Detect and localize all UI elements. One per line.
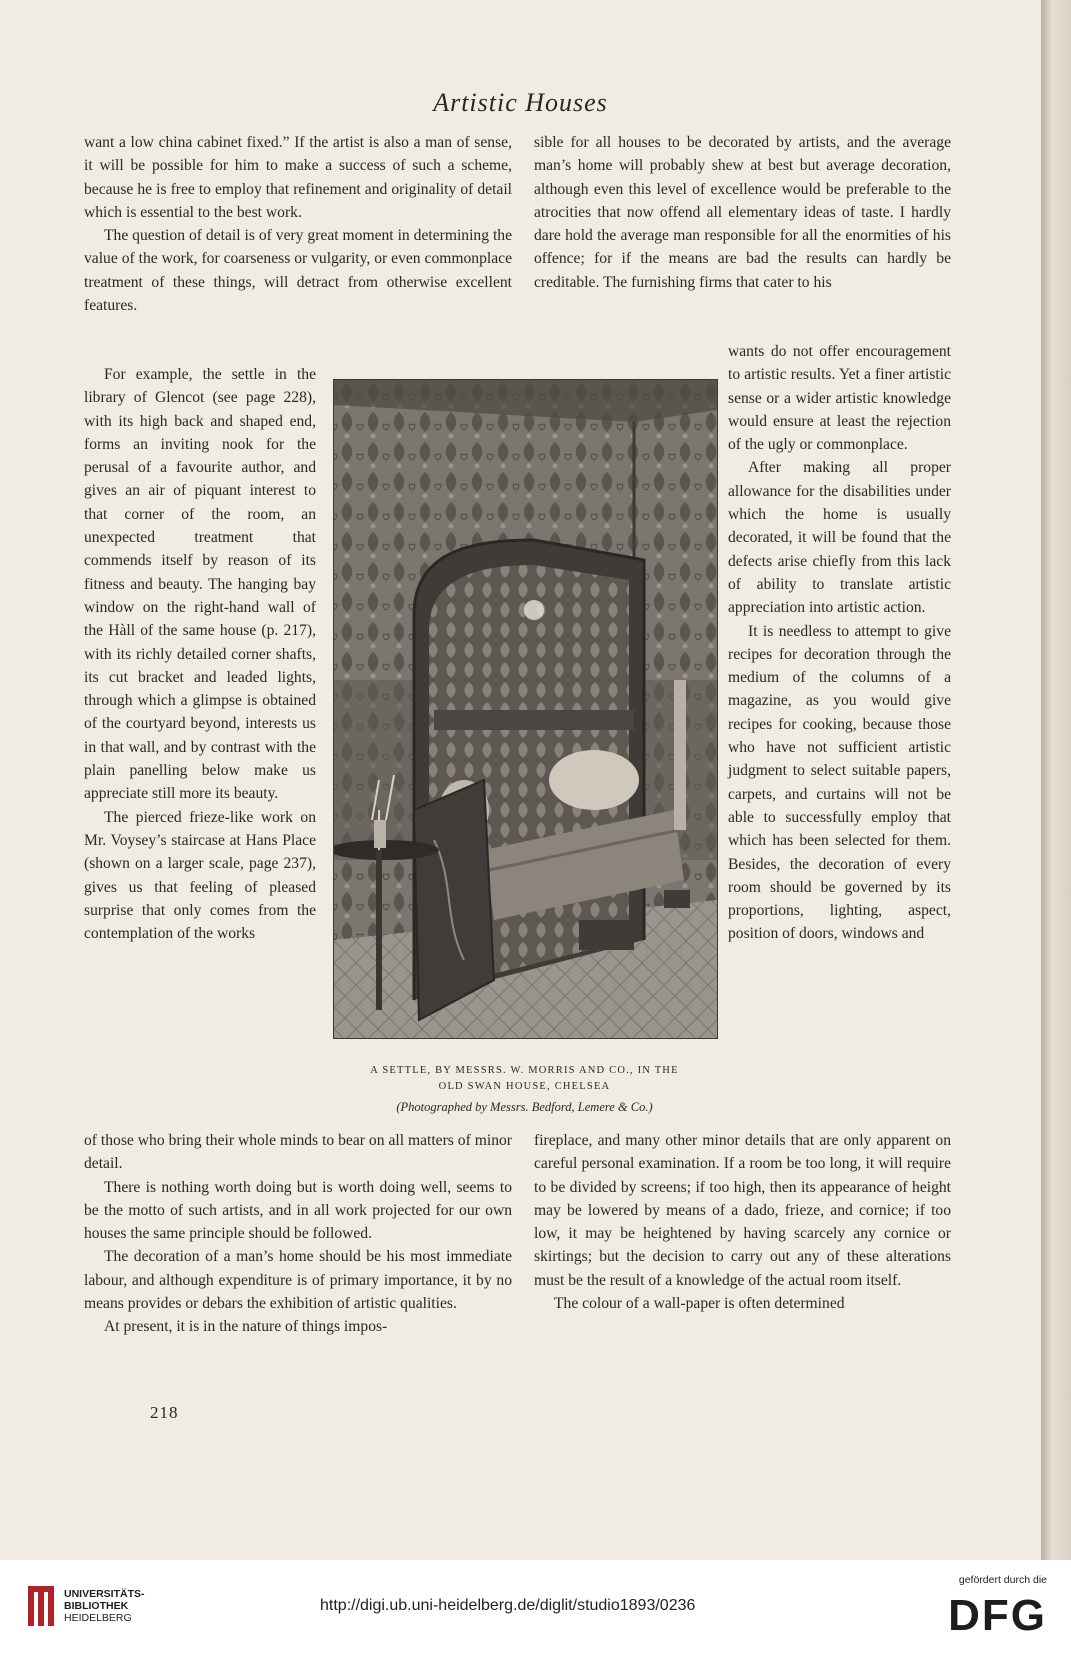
paragraph: There is nothing worth doing but is worth doing well, seems to be the motto of such artists, and in all work projected for our own houses the same principle should be followed.	[84, 1178, 512, 1243]
caption-credit: (Photographed by Messrs. Bedford, Lemere & Co.)	[396, 1100, 653, 1114]
running-title: Artistic Houses	[433, 88, 608, 117]
paragraph: The colour of a wall-paper is often determined	[554, 1295, 845, 1313]
right-column-beside-figure	[728, 340, 951, 946]
paragraph: wants do not offer encouragement to artistic results. Yet a finer artistic sense or a wider artistic knowledge would ensure at least the rejection of the ugly or commonplace.	[728, 343, 951, 454]
paragraph: The pierced frieze-like work on Mr. Voysey’s staircase at Hans Place (shown on a larger scale, page 237), gives us that feeling of pleased surprise that only comes from the contemplation of the works	[84, 808, 316, 943]
page-edge	[1041, 0, 1071, 1560]
left-column-bottom	[84, 1129, 512, 1339]
settle-illustration	[334, 380, 717, 1038]
right-column-bottom	[534, 1129, 951, 1315]
digitization-footer	[0, 1560, 1071, 1659]
paragraph: After making all proper allowance for the disabilities under which the home is usually decorated, it will be found that the defects arise chiefly from this lack of ability to translate artistic appreciation into artistic action.	[728, 459, 951, 617]
dfg-logo: DFG	[948, 1591, 1047, 1640]
university-library-logo-icon	[24, 1582, 60, 1630]
library-name: UNIVERSITÄTS- BIBLIOTHEK HEIDELBERG	[64, 1588, 145, 1624]
right-column-top	[534, 131, 951, 294]
caption-line-2: OLD SWAN HOUSE, CHELSEA	[438, 1081, 611, 1092]
paragraph: fireplace, and many other minor details that are only apparent on careful personal examination. If a room be too long, it will require to be divided by screens; if too high, then its appearance of height may be lowered by means of a dado, frieze, and cornice; if too low, it may be heightened by having scarcely any cornice or skirtings; but the decision to carry out any of these alterations must be the result of a knowledge of the actual room itself.	[534, 1132, 951, 1289]
settle-photograph	[333, 379, 718, 1039]
paragraph: It is needless to attempt to give recipes for decoration through the medium of the columns of a magazine, as you would give recipes for cooking, because those who have not sufficient artistic judgment to select suitable papers, carpets, and curtains will not be able to successfully employ that which has been selected for them. Besides, the decoration of every room should be governed by its proportions, lighting, aspect, position of doors, windows and	[728, 622, 951, 943]
figure-caption	[323, 1063, 726, 1117]
paragraph: want a low china cabinet fixed.” If the artist is also a man of sense, it will be possible for him to make a success of such a scheme, because he is free to employ that refinement and originality of detail which is essential to the best work.	[84, 134, 512, 221]
left-column-top	[84, 131, 512, 317]
left-column-beside-figure	[84, 363, 316, 945]
source-url-link[interactable]: http://digi.ub.uni-heidelberg.de/diglit/studio1893/0236	[320, 1597, 696, 1614]
paragraph: of those who bring their whole minds to bear on all matters of minor detail.	[84, 1132, 512, 1173]
sponsor-note: gefördert durch die	[958, 1574, 1047, 1586]
paragraph: At present, it is in the nature of things impos-	[104, 1318, 388, 1336]
paragraph: For example, the settle in the library of Glencot (see page 228), with its high back and shaped end, forms an inviting nook for the perusal of a favourite author, and gives an air of piquant interest to that corner of the room, an unexpected treatment that commends itself by reason of its fitness and beauty. The hanging bay window on the right-hand wall of the Hàll of the same house (p. 217), with its richly detailed corner shafts, its cut bracket and leaded lights, through which a glimpse is obtained of the courtyard beyond, interests us in that wall, and by contrast with the plain panelling below make us appreciate still more its beauty.	[84, 366, 316, 803]
paragraph: sible for all houses to be decorated by artists, and the average man’s home will probably shew at best but average decoration, although even this level of excellence would be preferable to the atrocities that now offend all elementary ideas of taste. I hardly dare hold the average man responsible for all the enormities of his offence; for if the means are bad the results can hardly be creditable. The furnishing firms that cater to his	[534, 134, 951, 291]
caption-line-1: A SETTLE, BY MESSRS. W. MORRIS AND CO., IN THE	[370, 1065, 679, 1076]
page-number: 218	[150, 1403, 179, 1422]
paragraph: The decoration of a man’s home should be his most immediate labour, and although expenditure is of primary importance, it by no means provides or debars the exhibition of artistic qualities.	[84, 1248, 512, 1313]
paragraph: The question of detail is of very great moment in determining the value of the work, for coarseness or vulgarity, or even commonplace treatment of these things, will detract from otherwise excellent features.	[84, 227, 512, 315]
